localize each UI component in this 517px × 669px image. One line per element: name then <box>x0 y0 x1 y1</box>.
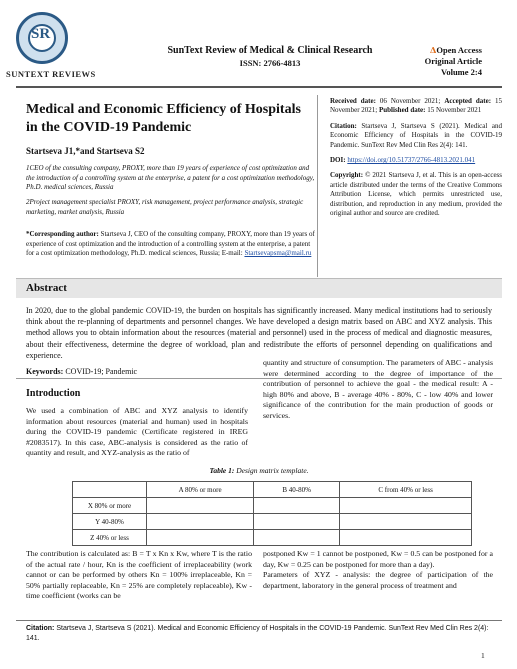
table-cell <box>254 514 340 530</box>
affiliation-2: 2Project management specialist PROXY, risk management, project performance analysis, strategic marketing, market analysis, Russia <box>26 198 304 216</box>
logo-letters: SR <box>31 26 51 42</box>
published-label: Published date: <box>379 106 426 115</box>
logo-caption: SUNTEXT REVIEWS <box>6 69 96 79</box>
page-header <box>0 0 517 92</box>
table-row-header: X 80% or more <box>73 498 147 514</box>
footer-citation-label: Citation: <box>26 625 55 632</box>
keywords-label: Keywords: <box>26 367 64 376</box>
published-date: 15 November 2021 <box>425 106 482 115</box>
table-cell <box>340 514 472 530</box>
article-info-sidebar <box>330 97 502 224</box>
table-cell <box>340 498 472 514</box>
introduction-heading: Introduction <box>26 388 81 399</box>
table-caption <box>16 466 502 475</box>
open-access-block <box>425 45 482 78</box>
table-row <box>73 498 472 514</box>
table-row <box>73 530 472 546</box>
doi <box>330 156 502 165</box>
table-col-header: C from 40% or less <box>340 482 472 498</box>
intro-paragraph-left: We used a combination of ABC and XYZ analysis to identify information about resources (material and human) used in hospitals during the COVID-19 pandemic (Certificate registered in IREG #2083517). In this case, ABC-analysis is considered as the ratio of quantity and result, and XYZ-analysis as the ratio of <box>26 406 248 458</box>
received-label: Received date: <box>330 97 376 105</box>
footer-citation-text: Startseva J, Startseva S (2021). Medical and Economic Efficiency of Hospitals in the COVID-19 Pandemic. SunText Rev Med Clin Res 2(4): 141. <box>26 625 489 642</box>
keywords <box>26 367 137 376</box>
doi-link[interactable]: https://doi.org/10.51737/2766-4813.2021.041 <box>347 156 476 165</box>
table-col-header: A 80% or more <box>147 482 254 498</box>
body-paragraph-right-2: Parameters of XYZ - analysis: the degree of participation of the department, laboratory in the general process of treatment and <box>263 570 493 590</box>
intro-paragraph-right: quantity and structure of consumption. The parameters of ABC - analysis were determined according to the degree of importance of the contribution of personnel to achieve the goal - the medical result: A - high 80% and above, B - average 40% - 80%, C - low 40% and lower significance of the contribution for the main production of goods or services. <box>263 358 493 420</box>
open-access-icon: 𝚫 <box>429 45 437 55</box>
corresponding-label: *Corresponding author: <box>26 230 99 238</box>
accepted-label: Accepted date: <box>444 97 492 105</box>
footer-citation <box>26 624 496 643</box>
journal-logo <box>16 12 68 64</box>
body-paragraph-left: The contribution is calculated as: B = T x Kn x Kw, where T is the ratio of the actual rate / hour, Kn is the coefficient of irreplaceability (work cannot or can be performed by others Kn = 100% irreplaceable, Kn = 50% partially replaceable, Kn = 25% are completely replaceable), Kw - time coefficient (works can be <box>26 549 252 601</box>
body-column-right <box>263 549 493 591</box>
table-caption-text: Design matrix template. <box>234 466 309 475</box>
table-corner-cell <box>73 482 147 498</box>
footer-divider <box>16 620 502 621</box>
table-header-row <box>73 482 472 498</box>
copyright-text: © 2021 Startseva J, et al. This is an open-access article distributed under the terms of the Creative Commons Attribution License, which permits unrestricted use, distribution, and reproduction in any medium, provided the original author and source are credited. <box>330 171 502 218</box>
citation-label: Citation: <box>330 121 357 130</box>
dates <box>330 97 502 116</box>
keywords-text: COVID-19; Pandemic <box>63 367 138 376</box>
table-cell <box>147 514 254 530</box>
table-cell <box>254 498 340 514</box>
abstract-heading-bar <box>16 278 502 298</box>
volume: Volume 2:4 <box>440 67 482 77</box>
table-row-header: Y 40-80% <box>73 514 147 530</box>
table-cell <box>147 530 254 546</box>
body-paragraph-right-1: postponed Kw = 1 cannot be postponed, Kw = 0.5 can be postponed for a day, Kw = 0.25 can be postponed for more than a day). <box>263 549 493 569</box>
copyright <box>330 171 502 218</box>
header-divider <box>16 86 502 88</box>
page-number: 1 <box>481 651 485 660</box>
authors: Startseva J1,*and Startseva S2 <box>26 146 145 156</box>
citation <box>330 122 502 150</box>
corresponding-author <box>26 230 316 259</box>
journal-title: SunText Review of Medical & Clinical Research <box>167 45 373 56</box>
copyright-label: Copyright: <box>330 171 364 180</box>
affiliation-1: 1CEO of the consulting company, PROXY, more than 19 years of experience of cost optimization and the introduction of a controlling system at the enterprise, a patent for a cost optimization methodology, Ph.D. medical sciences, Russia <box>26 164 315 191</box>
open-access-label: Open Access <box>436 45 482 55</box>
corresponding-text: Startseva J, CEO of the consulting company, PROXY, more than 19 years of experience of cost optimization and the introduction of a controlling system at the enterprise, a patent for a cost optimization methodology, Ph.D. medical sciences, Russia; E-mail: <box>26 230 315 257</box>
table-row-header: Z 40% or less <box>73 530 147 546</box>
article-type: Original Article <box>424 56 482 66</box>
design-matrix-table <box>72 481 472 546</box>
citation-text: Startseva J, Startseva S (2021). Medical and Economic Efficiency of Hospitals in the COVID-19 Pandemic. SunText Rev Med Clin Res 2(4): 141. <box>330 121 502 149</box>
table-cell <box>340 530 472 546</box>
issn: ISSN: 2766-4813 <box>239 58 301 68</box>
table-cell <box>147 498 254 514</box>
abstract-text: In 2020, due to the global pandemic COVID-19, the burden on hospitals has significantly increased. Many medical institutions had to seriously think about the re-planning of departments and personnel changes. We have developed a design matrix based on ABC and XYZ analysis. This method allows you to obtain information about the resources (material and personnel) used in the process of medical and diagnostic measures, about their effectiveness, determine the degree of workload, plan and redistribute the efforts of personnel depending on qualifications and experience. <box>26 306 492 360</box>
doi-label: DOI: <box>330 156 346 165</box>
table-caption-label: Table 1: <box>209 466 235 475</box>
table-row <box>73 514 472 530</box>
email-link[interactable]: Startsevapsma@mail.ru <box>244 249 312 257</box>
abstract-heading: Abstract <box>26 282 67 294</box>
table-cell <box>254 530 340 546</box>
article-title: Medical and Economic Efficiency of Hospitals in the COVID-19 Pandemic <box>26 102 301 135</box>
title-section <box>16 95 318 277</box>
received-date: 06 November 2021; <box>375 97 445 105</box>
table-col-header: B 40-80% <box>254 482 340 498</box>
accepted-date: 15 November 2021; <box>330 97 503 115</box>
